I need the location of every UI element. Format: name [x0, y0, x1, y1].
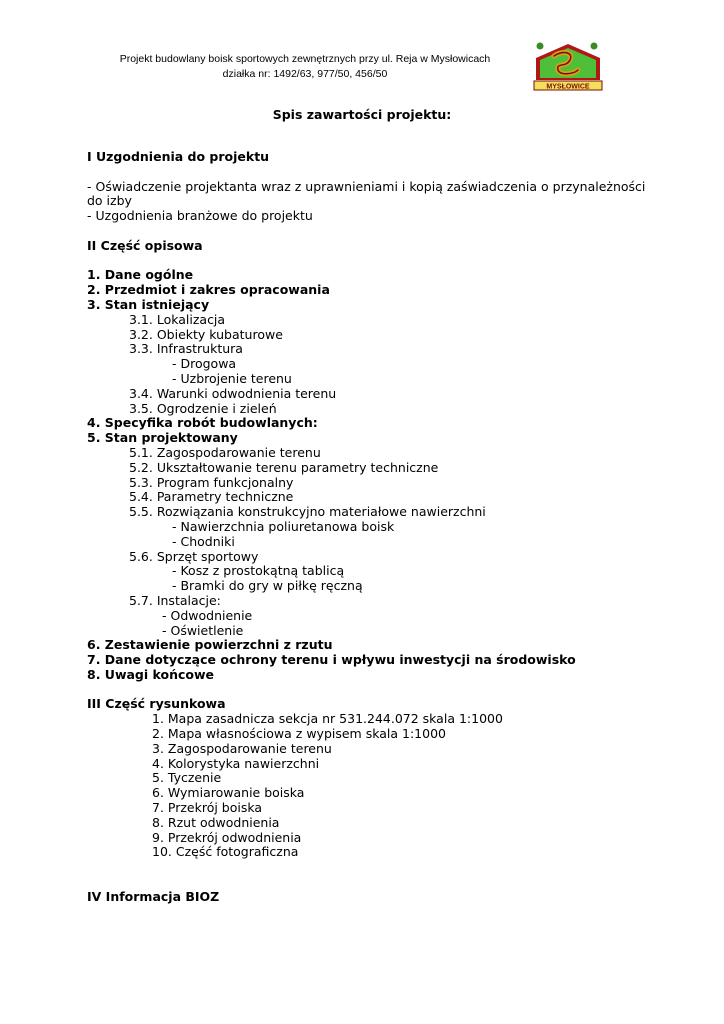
list-item: 8. Rzut odwodnienia — [152, 814, 280, 830]
section-heading: IV Informacja BIOZ — [87, 888, 220, 904]
list-item: - Odwodnienie — [162, 607, 253, 623]
list-item: 2. Mapa własnościowa z wypisem skala 1:1000 — [152, 726, 446, 742]
list-item: 5.1. Zagospodarowanie terenu — [129, 444, 321, 460]
list-item: 5.5. Rozwiązania konstrukcyjno materiałowe nawierzchni — [129, 504, 486, 520]
city-logo — [532, 40, 604, 92]
list-item: - Nawierzchnia poliuretanowa boisk — [172, 518, 395, 534]
list-item: 5.4. Parametry techniczne — [129, 489, 294, 505]
list-item: - Bramki do gry w piłkę ręczną — [172, 578, 363, 594]
list-item: 3. Zagospodarowanie terenu — [152, 740, 332, 756]
list-item: 1. Mapa zasadnicza sekcja nr 531.244.072 skala 1:1000 — [152, 711, 503, 727]
list-item: - Kosz z prostokątną tablicą — [172, 563, 345, 579]
table-of-contents — [87, 150, 647, 905]
section-heading: III Część rysunkowa — [87, 696, 226, 712]
logo-text: MYSŁOWICE — [546, 83, 590, 91]
list-item: 9. Przekrój odwodnienia — [152, 829, 302, 845]
list-item: 8. Uwagi końcowe — [87, 666, 215, 682]
header-plot-line: działka nr: 1492/63, 977/50, 456/50 — [222, 68, 388, 80]
list-item: - Uzbrojenie terenu — [172, 370, 292, 386]
list-item: 3.1. Lokalizacja — [129, 311, 226, 327]
list-item: - Drogowa — [172, 356, 237, 372]
list-item: 5.7. Instalacje: — [129, 592, 221, 608]
list-item: 1. Dane ogólne — [87, 267, 194, 283]
list-item: 5.3. Program funkcjonalny — [129, 474, 294, 490]
city-logo-graphic — [532, 40, 604, 92]
page-title: Spis zawartości projektu: — [272, 107, 452, 122]
list-item: 3.3. Infrastruktura — [129, 341, 243, 357]
list-item: 5.2. Ukształtowanie terenu parametry techniczne — [129, 459, 439, 475]
list-item: 3. Stan istniejący — [87, 296, 210, 312]
list-item: 10. Część fotograficzna — [152, 844, 299, 860]
document-header — [0, 52, 610, 82]
list-item: - Oświadczenie projektanta wraz z uprawnieniami i kopią zaświadczenia o przynależności do izby — [87, 178, 646, 209]
header-project-line: Projekt budowlany boisk sportowych zewnętrznych przy ul. Reja w Mysłowicach — [119, 53, 491, 65]
list-item: 6. Wymiarowanie boiska — [152, 785, 305, 801]
list-item: 5. Tyczenie — [152, 770, 222, 786]
section-heading: I Uzgodnienia do projektu — [87, 149, 270, 164]
list-item: 6. Zestawienie powierzchni z rzutu — [87, 637, 333, 653]
list-item: 4. Specyfika robót budowlanych: — [87, 415, 318, 431]
list-item: 3.5. Ogrodzenie i zieleń — [129, 400, 277, 416]
list-item: 5. Stan projektowany — [87, 430, 238, 446]
list-item: 3.2. Obiekty kubaturowe — [129, 326, 283, 342]
list-item: 7. Przekrój boiska — [152, 800, 263, 816]
list-item: 5.6. Sprzęt sportowy — [129, 548, 259, 564]
list-item: 3.4. Warunki odwodnienia terenu — [129, 385, 337, 401]
list-item: - Chodniki — [172, 533, 235, 549]
list-item: 7. Dane dotyczące ochrony terenu i wpływu inwestycji na środowisko — [87, 652, 576, 668]
list-item: - Oświetlenie — [162, 622, 244, 638]
list-item: 4. Kolorystyka nawierzchni — [152, 755, 320, 771]
list-item: - Uzgodnienia branżowe do projektu — [87, 208, 313, 224]
section-heading: II Część opisowa — [87, 237, 203, 253]
list-item: 2. Przedmiot i zakres opracowania — [87, 282, 330, 298]
